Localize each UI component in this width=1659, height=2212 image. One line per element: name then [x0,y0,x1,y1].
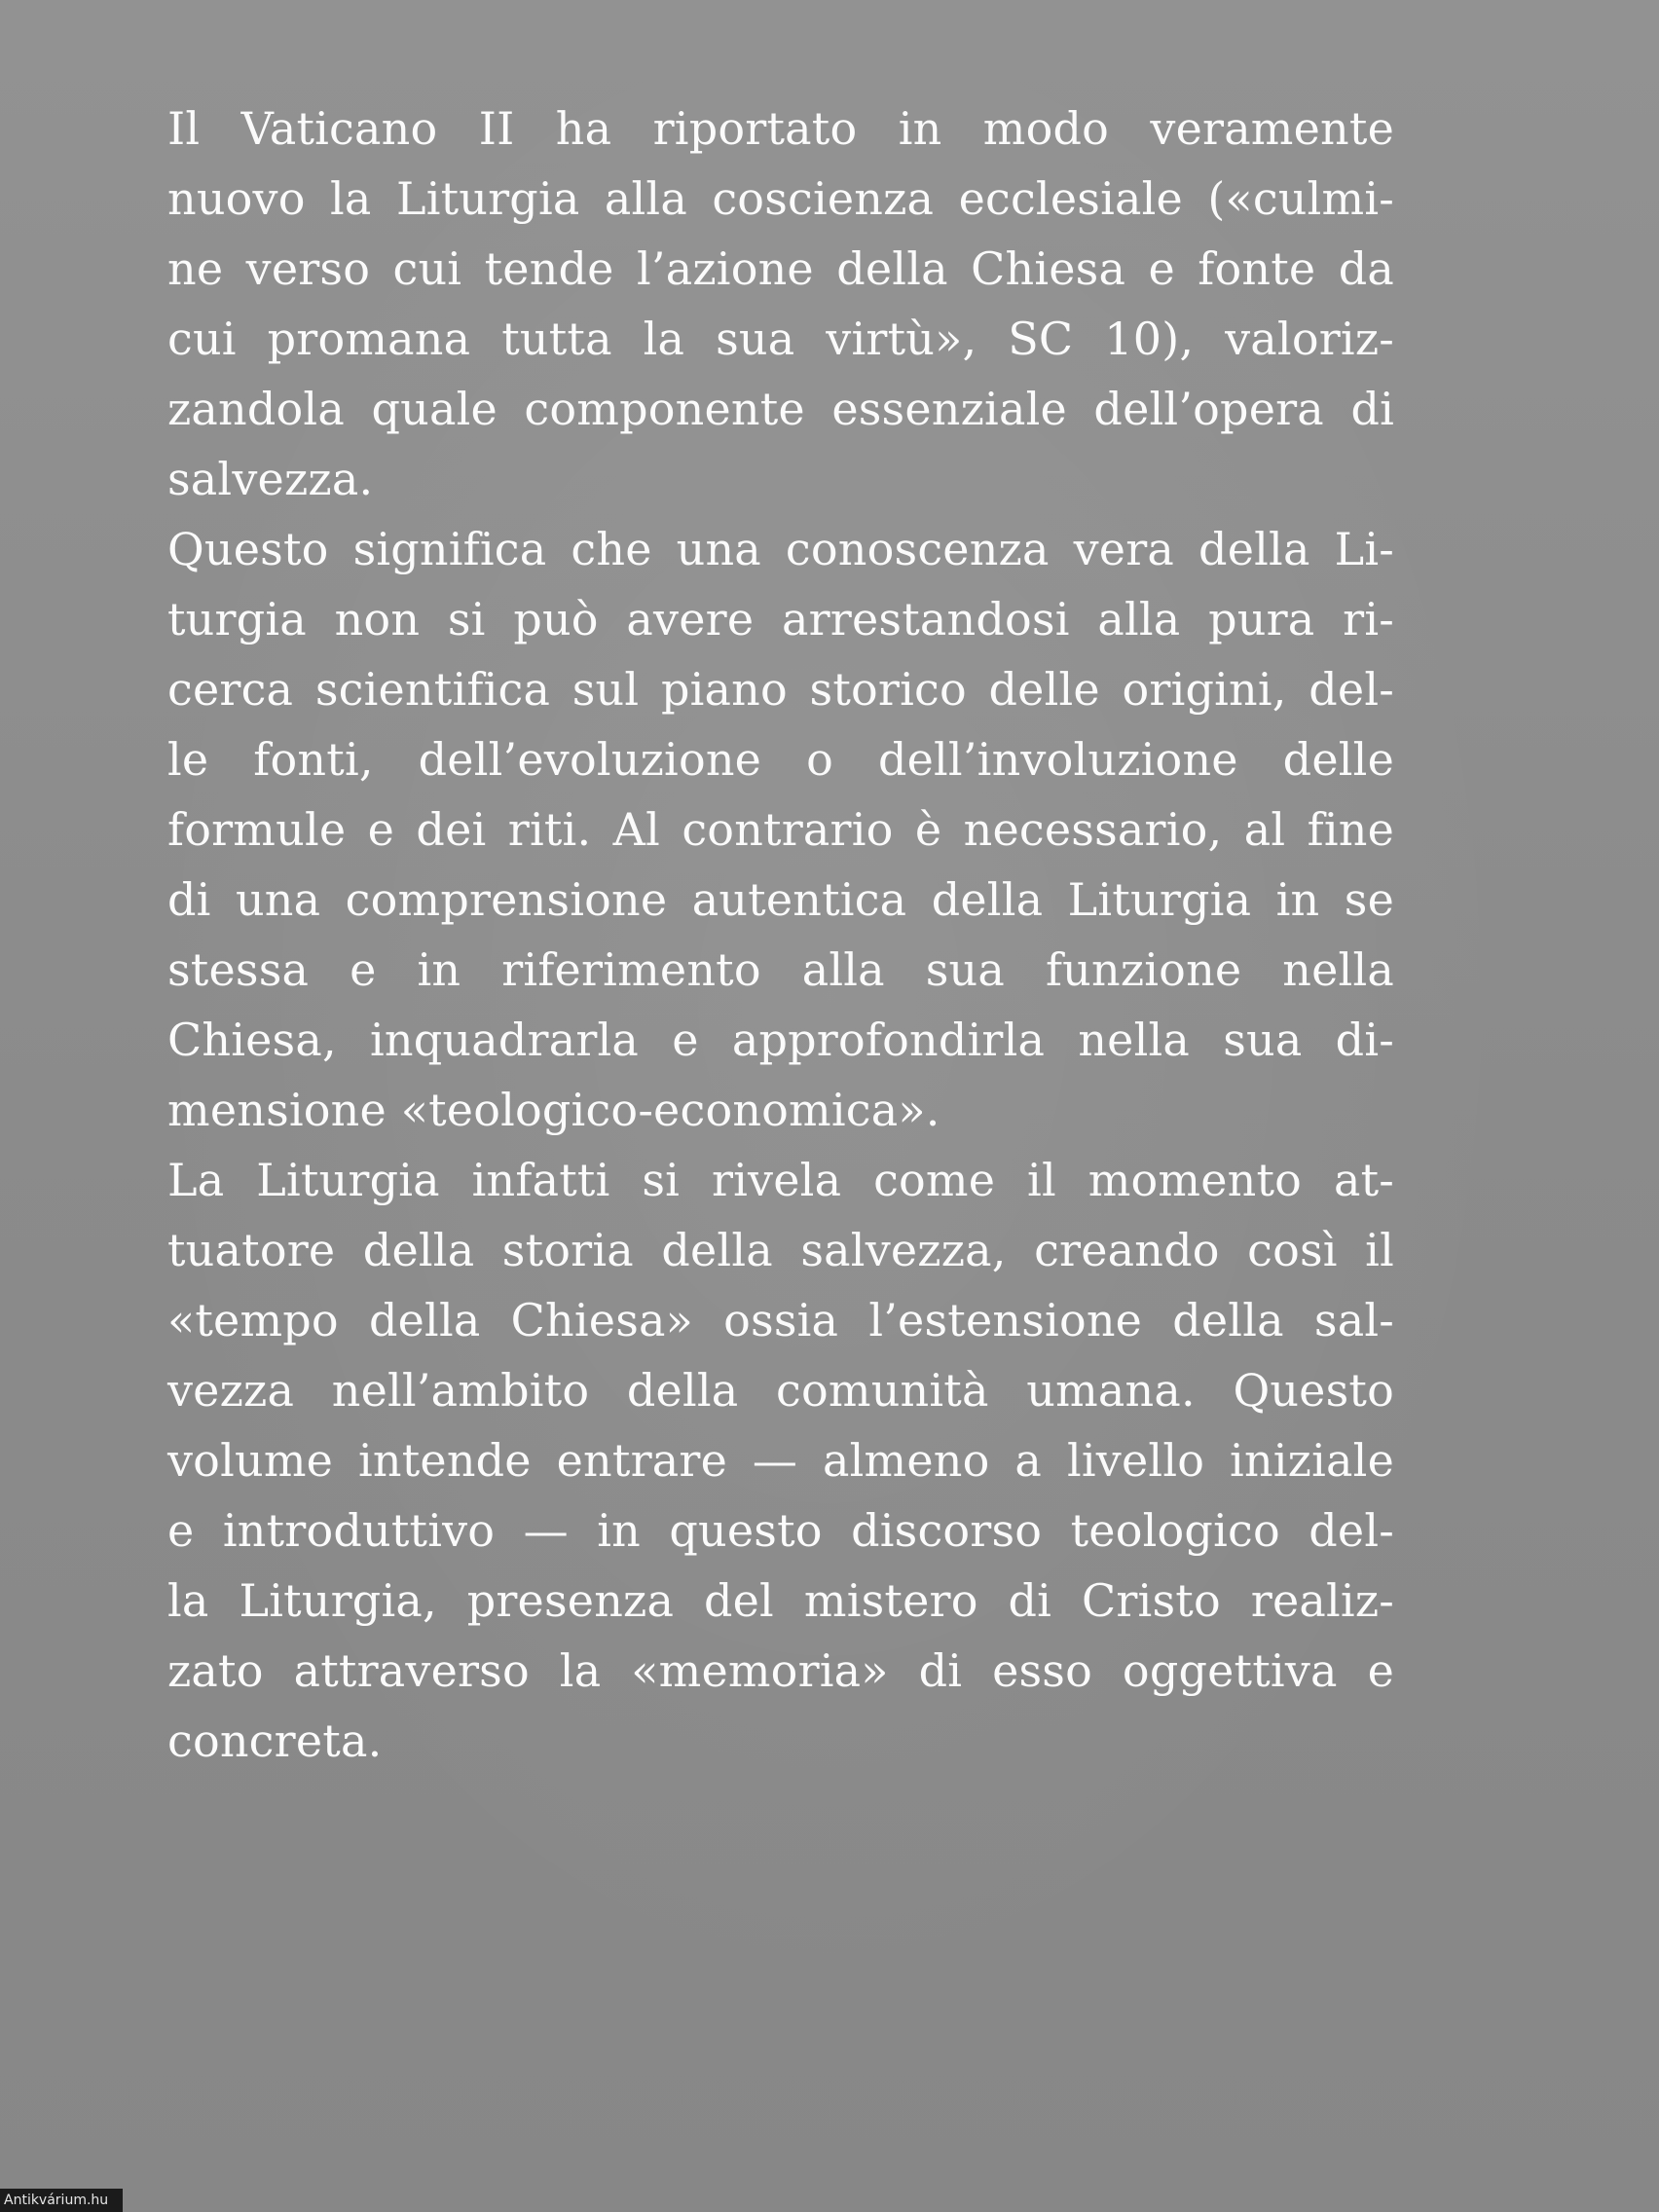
text-line: zandola quale componente essenziale dell’opera di [167,383,1394,435]
text-line: vezza nell’ambito della comunità umana. Questo [167,1364,1394,1417]
text-line: cui promana tutta la sua virtù», SC 10), valoriz- [167,313,1394,365]
text-line: Questo significa che una conoscenza vera della Li- [167,523,1394,575]
text-line: volume intende entrare — almeno a livello iniziale [167,1434,1394,1487]
text-line: la Liturgia, presenza del mistero di Cristo realiz- [167,1574,1394,1627]
text-line: salvezza. [167,453,374,505]
blurb-text [167,93,1394,1776]
text-line: cerca scientifica sul piano storico delle origini, del- [167,663,1394,716]
text-line: mensione «teologico-economica». [167,1084,940,1136]
text-line: Chiesa, inquadrarla e approfondirla nella sua di- [167,1014,1394,1066]
text-line: tuatore della storia della salvezza, creando così il [167,1224,1394,1276]
text-line: formule e dei riti. Al contrario è necessario, al fine [167,803,1394,856]
text-line: La Liturgia infatti si rivela come il momento at- [167,1154,1394,1206]
text-line: di una comprensione autentica della Liturgia in se [167,873,1394,926]
text-line: «tempo della Chiesa» ossia l’estensione della sal- [167,1294,1394,1346]
text-line: ne verso cui tende l’azione della Chiesa e fonte da [167,242,1394,295]
text-line: stessa e in riferimento alla sua funzione nella [167,943,1394,996]
text-line: zato attraverso la «memoria» di esso oggettiva e [167,1644,1394,1697]
text-line: Il Vaticano II ha riportato in modo veramente [167,102,1394,155]
text-line: nuovo la Liturgia alla coscienza ecclesiale («culmi- [167,172,1394,225]
text-line: turgia non si può avere arrestandosi alla pura ri- [167,593,1394,645]
text-line: le fonti, dell’evoluzione o dell’involuzione delle [167,733,1394,786]
watermark-label: Antikvárium.hu [0,2189,123,2212]
text-line: e introduttivo — in questo discorso teologico del- [167,1504,1394,1557]
text-line: concreta. [167,1714,383,1767]
